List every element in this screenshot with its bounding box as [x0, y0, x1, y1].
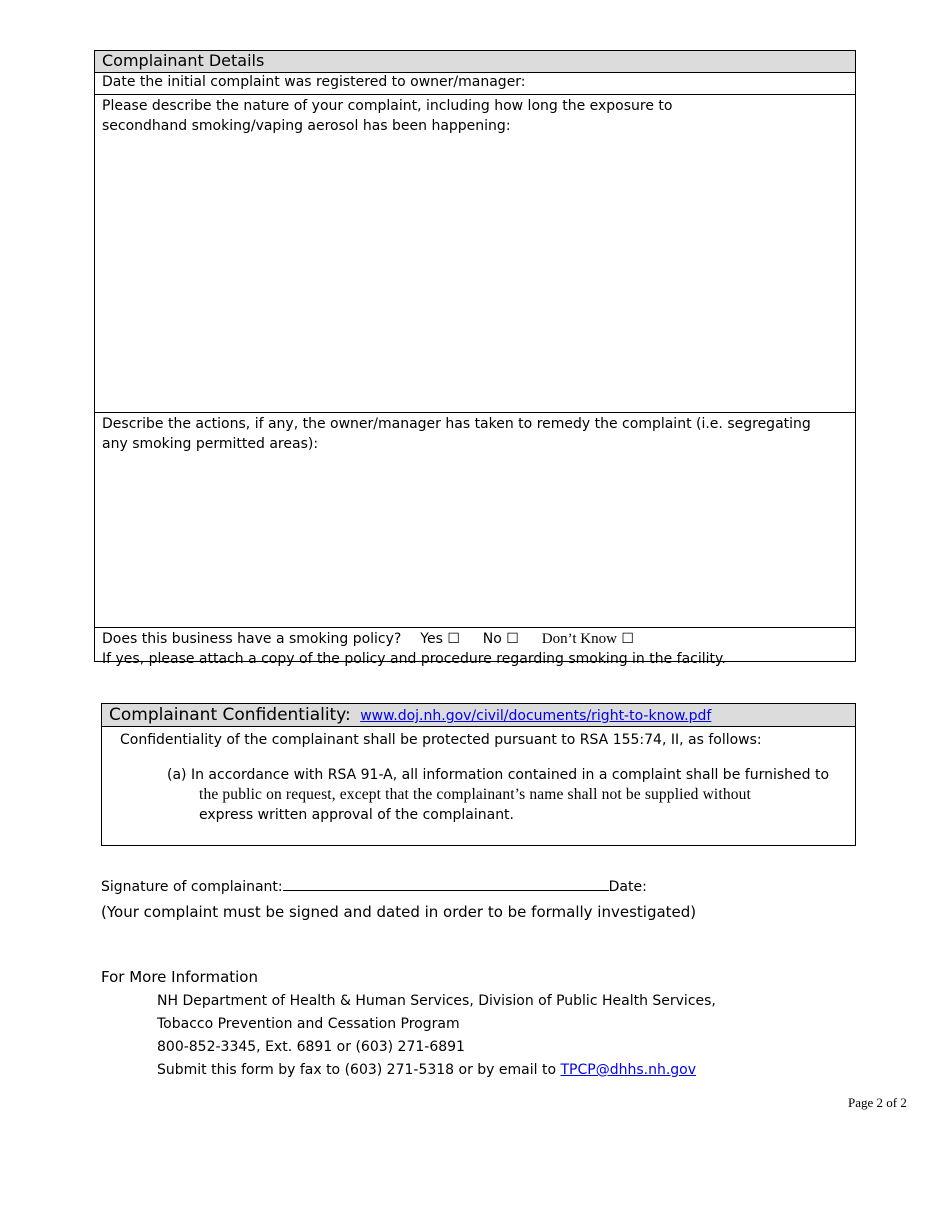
complaint-nature-field[interactable] [95, 95, 855, 413]
date-registered-label: Date the initial complaint was registered to owner/manager: [102, 74, 526, 90]
signature-line-row [101, 876, 647, 896]
option-dont-know-label: Don’t Know [541, 631, 617, 647]
info-line-4 [157, 1059, 716, 1082]
confidentiality-header [102, 704, 855, 727]
email-link[interactable]: TPCP@dhhs.nh.gov [560, 1062, 697, 1078]
clause-line-2: the public on request, except that the complainant’s name shall not be supplied without [199, 786, 751, 803]
owner-actions-label: Describe the actions, if any, the owner/manager has taken to remedy the complaint (i.e. segregating any smoking permitted areas): [102, 416, 811, 452]
complaint-nature-label: Please describe the nature of your complaint, including how long the exposure to secondhand smoking/vaping aerosol has been happening: [102, 98, 673, 134]
info-line-3: 800-852-3345, Ext. 6891 or (603) 271-6891 [157, 1039, 465, 1055]
option-yes[interactable] [420, 631, 464, 647]
smoking-policy-note: If yes, please attach a copy of the policy and procedure regarding smoking in the facility. [102, 651, 726, 667]
page-number: Page 2 of 2 [848, 1095, 907, 1110]
option-dont-know[interactable] [542, 631, 634, 647]
smoking-policy-question: Does this business have a smoking policy? [102, 631, 402, 647]
smoking-policy-line [102, 629, 848, 649]
clause-line-1 [167, 765, 837, 785]
confidentiality-intro: Confidentiality of the complainant shall be protected pursuant to RSA 155:74, II, as follows: [120, 732, 762, 748]
signature-note: (Your complaint must be signed and dated in order to be formally investigated) [101, 903, 697, 921]
info-block [157, 990, 716, 1082]
no-checkbox-icon[interactable]: ☐ [506, 631, 519, 647]
signature-label: Signature of complainant: [101, 879, 283, 895]
clause-line-3: express written approval of the complainant. [199, 807, 514, 823]
clause-text-1: In accordance with RSA 91-A, all information contained in a complaint shall be furnished to [190, 767, 830, 783]
confidentiality-clause [167, 765, 837, 825]
yes-checkbox-icon[interactable]: ☐ [447, 631, 460, 647]
signature-input[interactable] [283, 876, 609, 891]
clause-marker: (a) [167, 767, 187, 783]
info-line-4-text: Submit this form by fax to (603) 271-5318 or by email to [157, 1062, 557, 1078]
confidentiality-title: Complainant Confidentiality: [109, 705, 351, 725]
complainant-details-table [94, 50, 856, 667]
info-line-2: Tobacco Prevention and Cessation Program [157, 1016, 460, 1032]
option-yes-label: Yes [420, 631, 443, 647]
confidentiality-box [101, 703, 856, 846]
complainant-details-header: Complainant Details [95, 51, 855, 73]
smoking-policy-row [95, 628, 855, 670]
right-to-know-link[interactable]: www.doj.nh.gov/civil/documents/right-to-know.pdf [360, 708, 712, 724]
owner-actions-field[interactable] [95, 413, 855, 628]
date-registered-field[interactable] [95, 73, 855, 95]
info-heading: For More Information [101, 968, 258, 986]
date-label: Date: [608, 879, 647, 895]
info-line-1: NH Department of Health & Human Services, Division of Public Health Services, [157, 993, 716, 1009]
option-no[interactable] [483, 631, 524, 647]
option-no-label: No [482, 631, 502, 647]
dont-know-checkbox-icon[interactable]: ☐ [621, 631, 634, 647]
